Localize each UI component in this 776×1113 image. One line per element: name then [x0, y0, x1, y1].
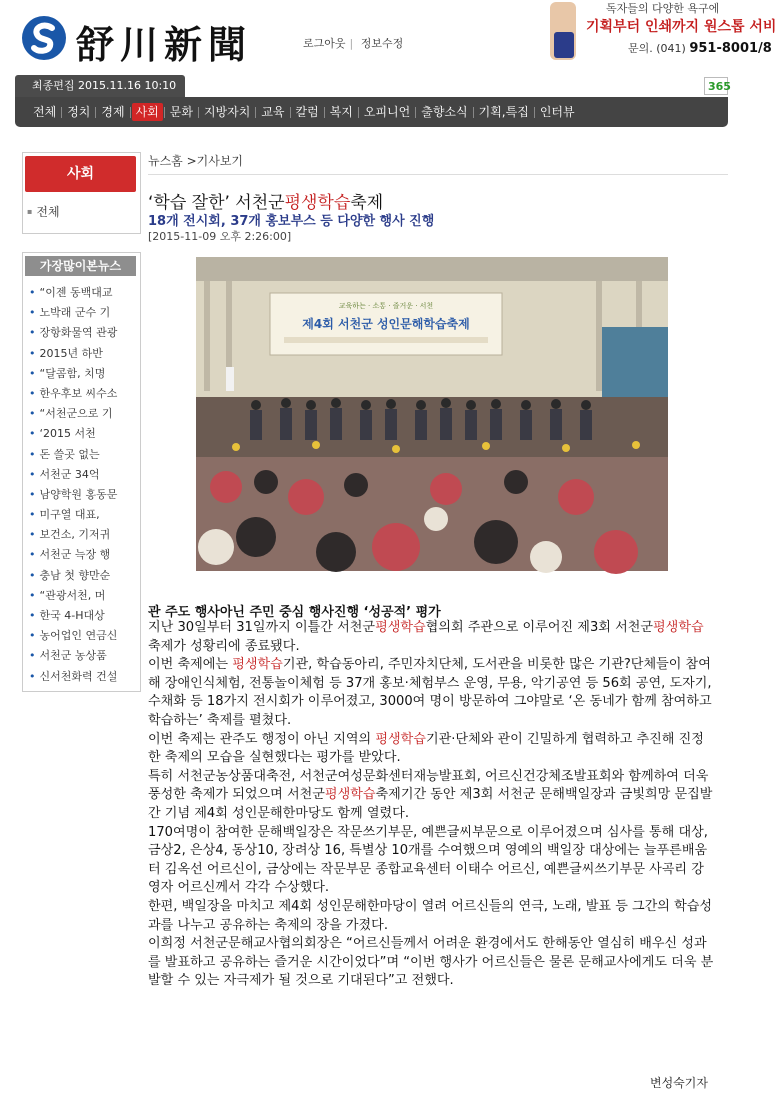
menu-separator [61, 107, 62, 118]
article-photo [196, 257, 668, 571]
popular-news-item[interactable]: • 노박래 군수 기 [29, 303, 137, 323]
badge-365[interactable]: 365 [704, 77, 728, 95]
paragraph [148, 768, 714, 824]
menu-item[interactable]: 사회 [132, 103, 163, 121]
site-header [0, 0, 776, 72]
popular-news-item[interactable]: • ‘2015 서천 [29, 424, 137, 444]
article-subtitle: 18개 전시회, 37개 홍보부스 등 다양한 행사 진행 [148, 214, 435, 229]
menu-separator [255, 107, 256, 118]
popular-news-box [22, 252, 141, 692]
popular-news-item[interactable]: • 충남 첫 향만순 [29, 566, 137, 586]
popular-news-item[interactable]: • 신서천화력 건설 [29, 667, 137, 687]
menu-item[interactable]: 정치 [67, 105, 91, 119]
title-part: 축제 [350, 193, 384, 213]
menu-separator [324, 107, 325, 118]
site-logo[interactable]: 舒川新聞 [76, 22, 253, 67]
paragraph [148, 656, 714, 730]
popular-news-item[interactable]: • “서천군으로 기 [29, 404, 137, 424]
menu-item[interactable]: 칼럼 [295, 105, 319, 119]
photo-banner-line-2: 제4회 서천군 성인문해학습축제 [302, 317, 470, 331]
menu-separator [198, 107, 199, 118]
popular-news-item[interactable]: • 장항화물역 관광 [29, 323, 137, 343]
navigation [15, 75, 731, 127]
paragraph: 이희정 서천군문해교사협의회장은 “어르신들께서 어려운 환경에서도 한해동안 열심히 배우신 성과를 발표하고 공유하는 즐거운 시간이었다”며 “이번 행사가 어르신들은 물론 문해교사에게도 더욱 분발할 수 있는 자극제가 될 것으로 기대된다”고 전했다. [148, 936, 714, 989]
main-menu [29, 103, 579, 121]
ad-line-2: 기획부터 인쇄까지 원스톱 서비 [586, 19, 776, 35]
popular-news-item[interactable]: • 서천군 34억 [29, 465, 137, 485]
sidebar [22, 152, 139, 683]
divider [148, 174, 728, 175]
menu-separator [95, 107, 96, 118]
menu-item[interactable]: 교육 [261, 105, 285, 119]
menu-item[interactable]: 문화 [169, 105, 193, 119]
keyword: 평생학습 [324, 787, 376, 803]
popular-news-item[interactable]: • 돈 쓸곳 없는 [29, 445, 137, 465]
popular-news-item[interactable]: • 2015년 하반 [29, 344, 137, 364]
text: 지난 30일부터 31일까지 이틀간 서천군 [148, 620, 376, 635]
section-box [22, 152, 141, 234]
popular-news-title: 가장많이본뉴스 [25, 256, 136, 276]
menu-item[interactable]: 오피니언 [363, 105, 411, 119]
ad-phone-number: 951-8001/8 [689, 41, 772, 56]
keyword: 평생학습 [653, 620, 704, 635]
menu-separator [473, 107, 474, 118]
text: 기관·단체와 관이 긴밀하게 협력하고 추진해 진정한 축제의 모습을 실현했다는 평가를 받았다. [148, 731, 704, 766]
ad-banner[interactable] [548, 0, 776, 66]
text: 이번 축제는 관주도 행정이 아닌 지역의 [148, 731, 376, 747]
account-links: 로그아웃 | 정보수정 [303, 37, 404, 50]
menu-item[interactable]: 전체 [33, 105, 57, 119]
article-lead: 관 주도 행사아닌 주민 중심 행사진행 ‘성공적’ 평가 [148, 605, 441, 620]
keyword: 평생학습 [232, 657, 283, 673]
ad-phone-prefix: 문의. (041) [628, 42, 686, 55]
title-part: ‘학습 잘한’ 서천군 [148, 193, 285, 213]
article-date: [2015-11-09 오후 2:26:00] [148, 230, 292, 243]
text: 협의회 주관으로 이루어진 제3회 서천군 [425, 620, 654, 635]
logout-link[interactable]: 로그아웃 [303, 37, 346, 50]
ad-line-1: 독자들의 다양한 욕구에 [606, 2, 720, 15]
ad-phone [628, 40, 772, 56]
text: 기관, 학습동아리, 주민자치단체, 도서관을 비롯한 많은 기관?단체들이 참여해 장애인식체험, 전통놀이체험 등 37개 홍보·체험부스 운영, 무용, 악기공연 등 56회 공연, 도자기, 수채화 등 18가지 전시회가 이루어졌고, 3000여 명이 방문하여 그야말로 ‘온 동네가 함께 참여하고 학습하는’ 축제를 펼쳤다. [148, 657, 712, 728]
popular-news-item[interactable]: • 미구열 대표, [29, 505, 137, 525]
breadcrumb[interactable]: 뉴스홈 >기사보기 [148, 154, 244, 168]
profile-edit-link[interactable]: 정보수정 [360, 37, 404, 50]
menu-separator [358, 107, 359, 118]
popular-news-item[interactable]: • “이젠 동백대교 [29, 283, 137, 303]
menu-separator [415, 107, 416, 118]
byline: 변성숙기자 [650, 1076, 708, 1090]
popular-news-item[interactable]: • 서천군 늑장 행 [29, 545, 137, 565]
menu-item[interactable]: 복지 [329, 105, 353, 119]
text: 축제가 성황리에 종료됐다. [148, 638, 300, 654]
ad-hand-image [550, 2, 576, 60]
menu-separator [164, 107, 165, 118]
text: 축제기간 동안 제3회 서천군 문해백일장과 금빛희망 문집발간 기념 제4회 성인문해한마당도 함께 열렸다. [148, 787, 713, 821]
paragraph: 170여명이 참여한 문해백일장은 작문쓰기부문, 예쁜글씨부문으로 이루어졌으며 심사를 통해 대상, 금상2, 은상4, 동상10, 장려상 16, 특별상 10개를 수여했으며 영예의 백일장 대상에는 늘푸른배움터 김옥선 어르신이, 금상에는 작문부문 종합교육센터 이태수 어르신, 예쁜글씨쓰기부문 사곡리 강영자 어르신께서 각각 수상했다. [148, 824, 708, 896]
popular-news-item[interactable]: • 서천군 농상품 [29, 646, 137, 666]
popular-news-item[interactable]: • “달콤함, 치명 [29, 364, 137, 384]
keyword: 평생학습 [375, 620, 426, 635]
paragraph [148, 619, 714, 656]
popular-news-item[interactable]: • 한우후보 씨수소 [29, 384, 137, 404]
paragraph [148, 731, 714, 768]
popular-news-item[interactable]: • 한국 4-H대상 [29, 606, 137, 626]
section-link-all[interactable]: ▪ 전체 [27, 203, 60, 220]
logo-emblem-icon[interactable] [22, 16, 66, 60]
popular-news-item[interactable]: • 남양학원 홍동문 [29, 485, 137, 505]
popular-news-item[interactable]: • 보건소, 기저귀 [29, 525, 137, 545]
menu-item[interactable]: 출향소식 [421, 105, 468, 119]
photo-banner-line-1: 교육하는 · 소통 · 즐거운 · 서천 [338, 302, 434, 310]
menu-item[interactable]: 경제 [101, 105, 125, 119]
menu-separator [130, 107, 131, 118]
popular-news-item[interactable]: • “관광서천, 머 [29, 586, 137, 606]
article-body [148, 619, 714, 991]
last-edit-date: 최종편집 2015.11.16 10:10 [15, 75, 185, 97]
main-menu-bar [15, 97, 728, 127]
text: 특히 서천군농상품대축전, 서천군여성문화센터재능발표회, 어르신건강체조발표회와 함께하여 더욱 풍성한 축제가 되었으며 서천군 [148, 768, 709, 803]
keyword: 평생학습 [375, 731, 426, 747]
menu-separator [290, 107, 291, 118]
menu-separator [534, 107, 535, 118]
text: 이번 축제에는 [148, 657, 233, 673]
menu-item[interactable]: 기획,특집 [478, 105, 529, 119]
popular-news-list [29, 283, 137, 687]
menu-item[interactable]: 인터뷰 [539, 105, 575, 119]
menu-item[interactable]: 지방자치 [203, 105, 251, 119]
paragraph: 한편, 백일장을 마치고 제4회 성인문해한마당이 열려 어르신들의 연극, 노래, 발표 등 그간의 학습성과를 나누고 공유하는 축제의 장을 가졌다. [148, 898, 713, 933]
section-title[interactable]: 사회 [25, 156, 136, 192]
title-keyword: 평생학습 [284, 193, 351, 213]
popular-news-item[interactable]: • 농어업인 연금신 [29, 626, 137, 646]
